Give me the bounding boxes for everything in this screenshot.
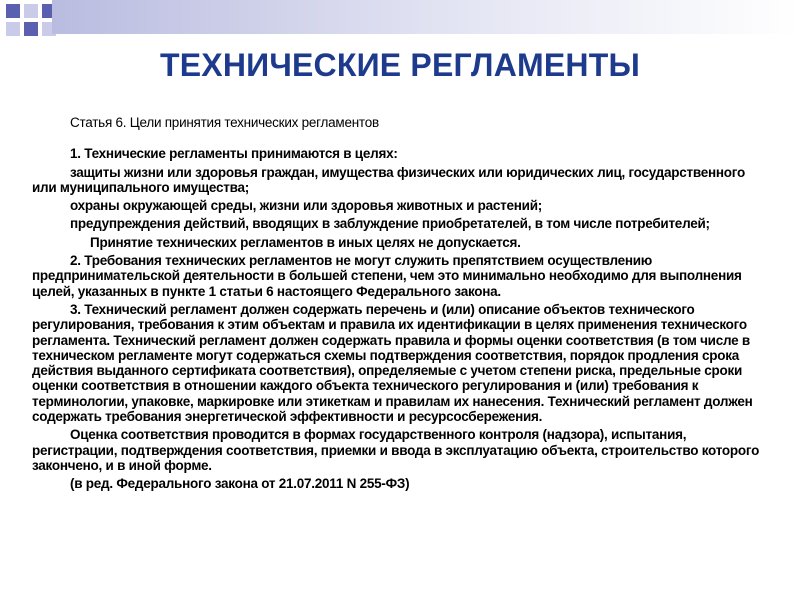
decorative-square [6, 4, 20, 18]
paragraph: (в ред. Федерального закона от 21.07.2011 N 255-ФЗ) [70, 476, 410, 492]
paragraph: 1. Технические регламенты принимаются в целях: [70, 146, 398, 162]
decorative-square [24, 4, 38, 18]
paragraph: 3. Технический регламент должен содержать перечень и (или) описание объектов технического регулирования, требования к этим объектам и правила их идентификации в целях применения технического регламента. Технический регламент должен содержать правила и формы оценки соответствия (в том числе в техническом регламенте могут содержаться схемы подтверждения соответствия, порядок продления срока действия выданного сертификата соответствия), определяемые с учетом степени риска, предельные сроки оценки соответствия в отношении каждого объекта технического регулирования и (или) требования к терминологии, упаковке, маркировке или этикеткам и правилам их нанесения. Технический регламент должен содержать требования энергетической эффективности и ресурсосбережения. [32, 301, 753, 425]
article-heading: Статья 6. Цели принятия технических регламентов [70, 115, 379, 130]
decorative-square [6, 22, 20, 36]
slide-title: ТЕХНИЧЕСКИЕ РЕГЛАМЕНТЫ [159, 47, 641, 83]
header-gradient-band [52, 0, 800, 34]
paragraph: 2. Требования технических регламентов не могут служить препятствием осуществлению предпринимательской деятельности в большей степени, чем это минимально необходимо для выполнения целей, указанных в пункте 1 статьи 6 настоящего Федерального закона. [32, 253, 742, 299]
decorative-square [24, 22, 38, 36]
paragraph: предупреждения действий, вводящих в заблуждение приобретателей, в том числе потребителей; [70, 216, 710, 232]
paragraph: охраны окружающей среды, жизни или здоровья животных и растений; [70, 198, 543, 214]
paragraph: Принятие технических регламентов в иных целях не допускается. [90, 234, 521, 250]
paragraph: Оценка соответствия проводится в формах государственного контроля (надзора), испытания, регистрации, подтверждения соответствия, приемки и ввода в эксплуатацию объекта, строительство которого закончено, и в иной форме. [32, 427, 760, 473]
slide-body [32, 115, 772, 495]
paragraph: защиты жизни или здоровья граждан, имущества физических или юридических лиц, государственного или муниципального имущества; [32, 164, 745, 195]
